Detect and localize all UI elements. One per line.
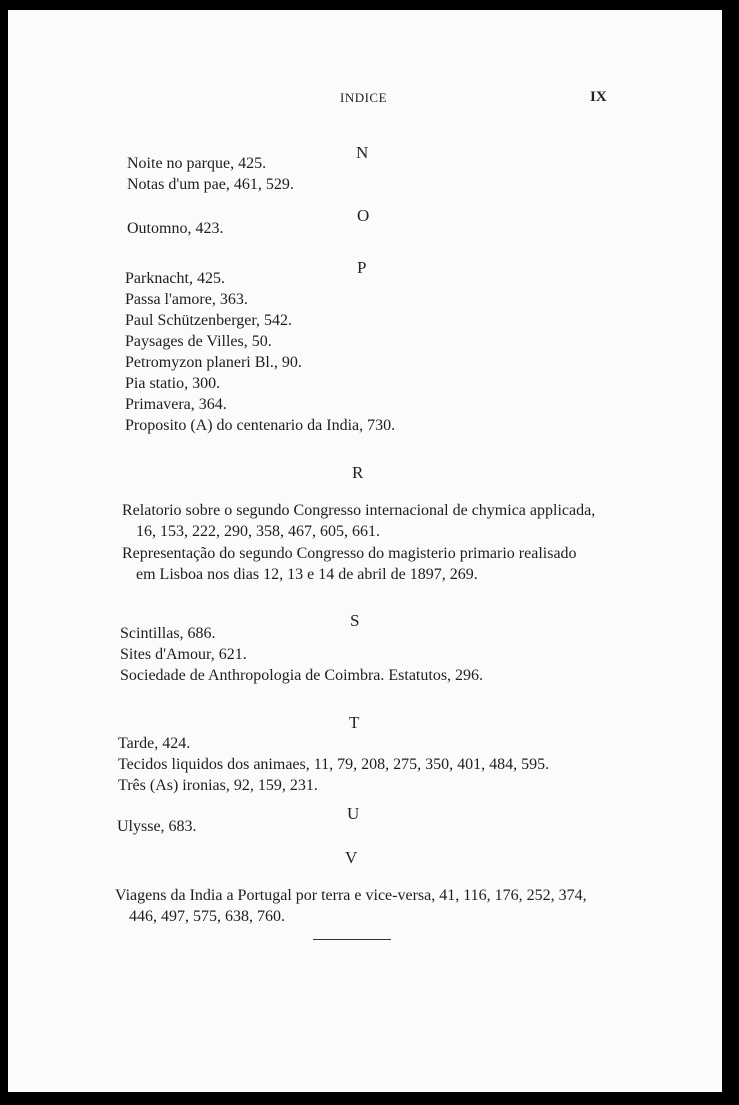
index-entry: Outomno, 423. xyxy=(127,220,224,237)
index-entry: Ulysse, 683. xyxy=(117,818,197,835)
section-letter-p: P xyxy=(357,258,367,277)
index-entry xyxy=(122,500,595,542)
section-letter-o: O xyxy=(357,206,370,225)
book-page xyxy=(8,10,722,1092)
entry-line: Representação do segundo Congresso do magisterio primario realisado xyxy=(122,545,577,562)
entry-continuation: em Lisboa nos dias 12, 13 e 14 de abril de 1897, 269. xyxy=(136,566,478,583)
entry-continuation: 16, 153, 222, 290, 358, 467, 605, 661. xyxy=(136,523,380,540)
entry-line: Relatorio sobre o segundo Congresso internacional de chymica applicada, xyxy=(122,502,596,519)
section-letter-u: U xyxy=(347,804,360,823)
section-letter-r: R xyxy=(352,463,364,482)
index-entry: Três (As) ironias, 92, 159, 231. xyxy=(118,777,318,794)
index-entry: Sites d'Amour, 621. xyxy=(120,646,247,663)
section-letter-s: S xyxy=(350,611,360,630)
page-number: IX xyxy=(590,89,607,105)
running-title: INDICE xyxy=(340,90,388,105)
index-entry: Parknacht, 425. xyxy=(125,270,225,287)
section-letter-v: V xyxy=(345,848,358,867)
entry-continuation: 446, 497, 575, 638, 760. xyxy=(129,908,285,925)
index-entry xyxy=(115,885,587,927)
section-letter-t: T xyxy=(349,713,360,732)
index-entry: Petromyzon planeri Bl., 90. xyxy=(125,354,302,371)
entry-line: Viagens da India a Portugal por terra e vice-versa, 41, 116, 176, 252, 374, xyxy=(115,887,587,904)
index-entry: Paul Schützenberger, 542. xyxy=(125,312,293,329)
index-entry: Paysages de Villes, 50. xyxy=(125,333,272,350)
index-entry: Pia statio, 300. xyxy=(125,375,221,392)
index-entry: Passa l'amore, 363. xyxy=(125,291,248,308)
closing-rule xyxy=(313,939,391,940)
index-entry: Notas d'um pae, 461, 529. xyxy=(127,176,294,193)
index-entry: Scintillas, 686. xyxy=(120,625,216,642)
index-entry xyxy=(122,543,577,585)
index-entry: Tecidos liquidos dos animaes, 11, 79, 208, 275, 350, 401, 484, 595. xyxy=(118,756,550,773)
index-entry: Proposito (A) do centenario da India, 730. xyxy=(125,417,396,434)
index-entry: Noite no parque, 425. xyxy=(127,155,267,172)
index-entry: Primavera, 364. xyxy=(125,396,227,413)
index-entry: Tarde, 424. xyxy=(118,735,191,752)
index-entry: Sociedade de Anthropologia de Coimbra. Estatutos, 296. xyxy=(120,667,484,684)
section-letter-n: N xyxy=(356,143,369,162)
